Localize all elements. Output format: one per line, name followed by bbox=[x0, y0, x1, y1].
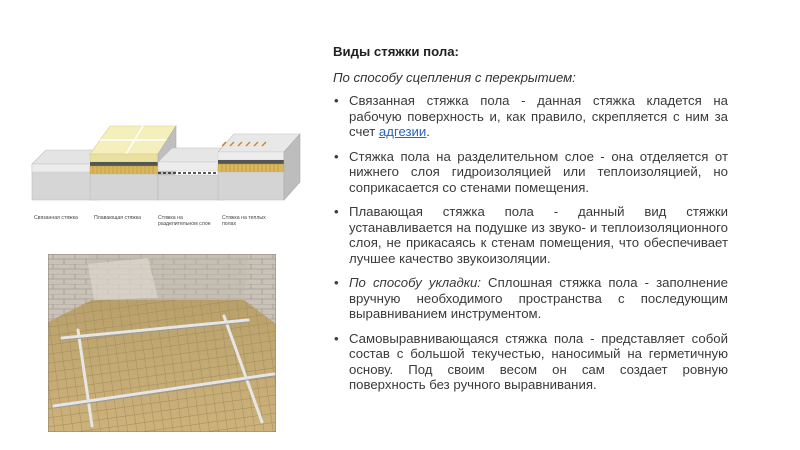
item-text: Стяжка пола на разделительном слое - она отделяется от нижнего слоя гидроизоляцией или теплоизоляцией, но соприкасается со стенами помещения. bbox=[349, 148, 728, 195]
content-text bbox=[333, 44, 728, 402]
item-text: Самовыравнивающаяся стяжка пола - представляет собой состав с большой текучестью, наносимый на герметичную основу. Под своим весом он сам создает ровную поверхность без ручного выравнивания. bbox=[349, 330, 728, 392]
item-text: Связанная стяжка пола - данная стяжка кладется на рабочую поверхность и, как правило, скрепляется с ним за счет bbox=[349, 93, 728, 139]
caption-floating: Плавающая стяжка bbox=[94, 215, 142, 221]
list-item-laying bbox=[333, 275, 728, 322]
screed-photo-svg bbox=[48, 254, 276, 432]
item-text-end: . bbox=[426, 124, 430, 139]
section-subtitle: По способу сцепления с перекрытием: bbox=[333, 70, 576, 85]
page-title: Виды стяжки пола: bbox=[333, 44, 459, 59]
screed-photo bbox=[48, 254, 276, 432]
list-item-separating bbox=[333, 149, 728, 196]
item-text: Плавающая стяжка пола - данный вид стяжки устанавливается на подушке из звуко- и теплоизоляционного слоя, не прикасаясь к стенам помещения, что обеспечивает лучшее качество звукоизоляции. bbox=[349, 204, 728, 266]
caption-bonded: Связанная стяжка bbox=[34, 215, 78, 221]
caption-separating: Стяжка на разделительном слое bbox=[158, 215, 211, 227]
caption-heated: Стяжка на теплых полах bbox=[222, 215, 266, 227]
screed-types-list bbox=[333, 93, 728, 393]
list-item-bonded bbox=[333, 93, 728, 140]
list-item-self-leveling bbox=[333, 331, 728, 393]
item-text: Сплошная стяжка пола - заполнение вручную необходимого пространства с последующим выравниванием инструментом. bbox=[349, 275, 728, 321]
list-item-floating bbox=[333, 204, 728, 266]
screed-types-diagram bbox=[28, 96, 306, 236]
item-lead: По способу укладки: bbox=[349, 275, 481, 290]
adhesion-link[interactable]: адгезии bbox=[378, 124, 427, 139]
